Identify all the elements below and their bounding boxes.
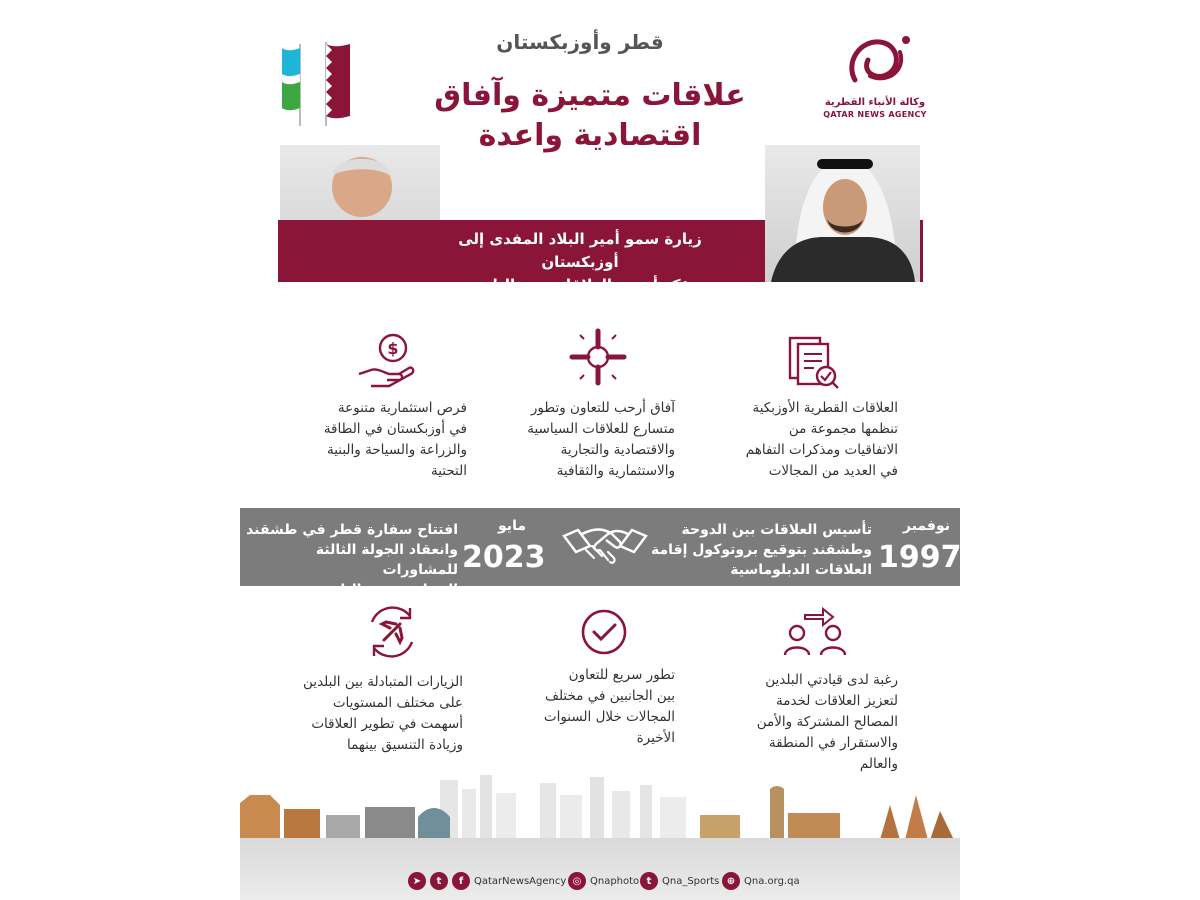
feature-visits bbox=[253, 672, 463, 756]
telegram-icon[interactable]: ➤ bbox=[408, 872, 426, 890]
feature-line: المصالح المشتركة والأمن bbox=[756, 714, 898, 730]
feature-line: والعالم bbox=[859, 756, 898, 772]
timeline-line: وانعقاد الجولة الثالثة للمشاورات bbox=[315, 542, 458, 578]
feature-line: الاتفاقيات ومذكرات التفاهم bbox=[745, 442, 898, 458]
feature-horizons bbox=[465, 398, 675, 482]
feature-line: متسارع للعلاقات السياسية bbox=[527, 421, 675, 437]
logo-arabic: وكالة الأنباء القطرية bbox=[824, 97, 926, 108]
timeline-right-text bbox=[650, 520, 872, 580]
feature-line: آفاق أرحب للتعاون وتطور bbox=[530, 400, 675, 416]
twitter-icon[interactable]: t bbox=[640, 872, 658, 890]
feature-line: بين الجانبين في مختلف bbox=[544, 688, 675, 704]
feature-line: لتعزيز العلاقات لخدمة bbox=[775, 693, 898, 709]
social-group-2 bbox=[568, 870, 639, 892]
feature-line: الأخيرة bbox=[636, 730, 675, 746]
feature-line: التحتية bbox=[430, 463, 467, 479]
feature-investment bbox=[257, 398, 467, 482]
feature-line: على مختلف المستويات bbox=[332, 695, 463, 711]
feature-line: تنظمها مجموعة من bbox=[788, 421, 898, 437]
plane-cycle-icon bbox=[360, 600, 424, 664]
qna-logo-icon bbox=[840, 32, 915, 88]
feature-line: أسهمت في تطوير العلاقات bbox=[311, 716, 463, 732]
timeline-line: السياسية بين البلدين bbox=[314, 582, 458, 598]
social-label-qna-sports[interactable]: Qna_Sports bbox=[662, 875, 720, 887]
money-hand-icon bbox=[355, 330, 419, 394]
feature-line: في أوزبكستان في الطاقة bbox=[323, 421, 467, 437]
feature-line: في العديد من المجالات bbox=[768, 463, 898, 479]
globe-icon[interactable]: ⊕ bbox=[722, 872, 740, 890]
feature-line: والاقتصادية والتجارية bbox=[560, 442, 675, 458]
social-label-website[interactable]: Qna.org.qa bbox=[744, 875, 800, 887]
feature-line: تطور سريع للتعاون bbox=[568, 667, 675, 683]
timeline-left-year: 2023 bbox=[462, 540, 546, 575]
title-line-2: اقتصادية واعدة bbox=[478, 118, 702, 153]
timeline-right-month: نوفمبر bbox=[902, 518, 950, 534]
check-circle-icon bbox=[572, 602, 636, 666]
timeline-line: العلاقات الدبلوماسية bbox=[730, 562, 872, 578]
feature-line: والزراعة والسياحة والبنية bbox=[326, 442, 467, 458]
banner-line-2: تؤكد أهمية العلاقات بين البلدين bbox=[464, 276, 696, 294]
social-group-4 bbox=[722, 870, 800, 892]
social-group-3 bbox=[640, 870, 719, 892]
skyline-illustration bbox=[240, 775, 960, 840]
feature-line: رغبة لدى قيادتي البلدين bbox=[765, 672, 898, 688]
banner-text bbox=[430, 228, 730, 297]
feature-line: والاستثمارية والثقافية bbox=[556, 463, 675, 479]
feature-rapid-growth bbox=[465, 665, 675, 749]
feature-line: وزيادة التنسيق بينهما bbox=[346, 737, 463, 753]
documents-check-icon bbox=[780, 330, 844, 394]
timeline-line: وطشقند بتوقيع بروتوكول إقامة bbox=[651, 542, 872, 558]
teamwork-hands-icon bbox=[566, 325, 630, 389]
emir-photo bbox=[765, 145, 920, 282]
feature-line: الزيارات المتبادلة بين البلدين bbox=[303, 674, 463, 690]
timeline-line: افتتاح سفارة قطر في طشقند bbox=[246, 522, 458, 538]
banner-line-1: زيارة سمو أمير البلاد المفدى إلى أوزبكستان bbox=[458, 230, 702, 271]
social-group-1 bbox=[408, 870, 566, 892]
svg-text:$: $ bbox=[387, 339, 399, 358]
feature-line: المجالات خلال السنوات bbox=[543, 709, 675, 725]
timeline-line: تأسيس العلاقات بين الدوحة bbox=[681, 522, 872, 538]
feature-line: والاستقرار في المنطقة bbox=[768, 735, 898, 751]
timeline-left-text bbox=[240, 520, 458, 600]
twitter-icon[interactable]: t bbox=[430, 872, 448, 890]
flags-icon bbox=[280, 38, 360, 130]
social-label-qnaphoto[interactable]: Qnaphoto bbox=[590, 875, 640, 887]
feature-leadership bbox=[688, 670, 898, 775]
subtitle: قطر وأوزبكستان bbox=[496, 30, 664, 54]
timeline-right-year: 1997 bbox=[878, 540, 962, 575]
title-line-1: علاقات متميزة وآفاق bbox=[434, 78, 746, 113]
handshake-icon bbox=[560, 516, 650, 578]
feature-line: فرص استثمارية متنوعة bbox=[337, 400, 467, 416]
feature-agreements bbox=[688, 398, 898, 482]
social-label-qna[interactable]: QatarNewsAgency bbox=[474, 875, 567, 887]
facebook-icon[interactable]: f bbox=[452, 872, 470, 890]
instagram-icon[interactable]: ◎ bbox=[568, 872, 586, 890]
timeline-left-month: مايو bbox=[498, 518, 526, 534]
feature-line: العلاقات القطرية الأوزبكية bbox=[752, 400, 898, 416]
logo-english: QATAR NEWS AGENCY bbox=[823, 110, 927, 119]
people-exchange-icon bbox=[783, 605, 847, 669]
